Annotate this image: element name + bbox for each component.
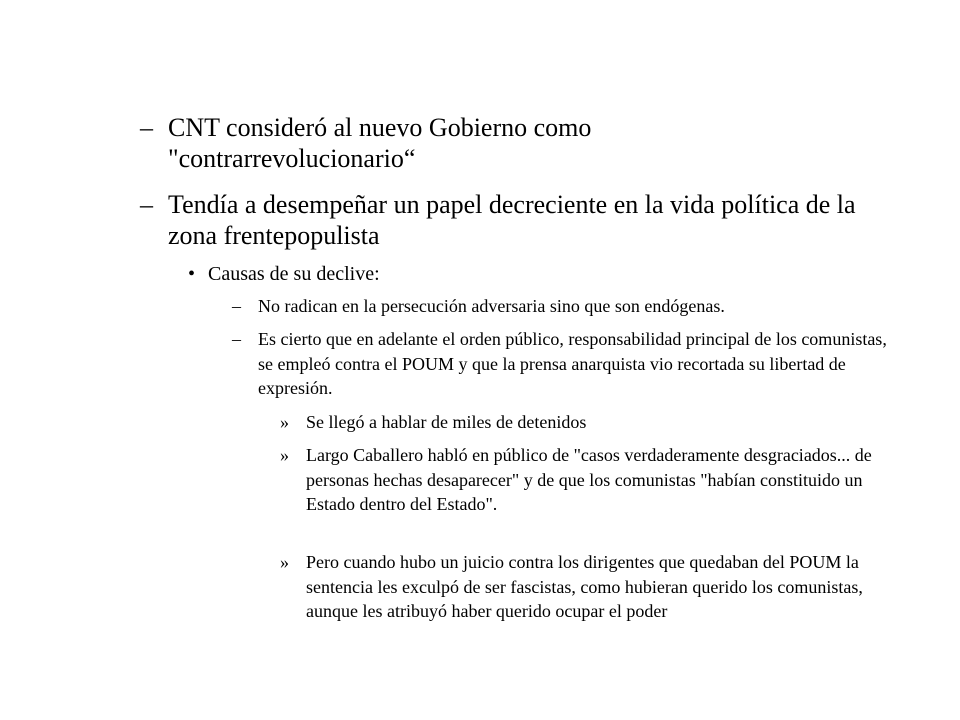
bullet-text: Causas de su declive: <box>208 263 380 285</box>
dash-bullet: – <box>232 329 241 349</box>
bullet-item-level2 <box>188 262 808 286</box>
dash-bullet: – <box>140 113 153 142</box>
bullet-text: Pero cuando hubo un juicio contra los dirigentes que quedaban del POUM la sentencia les exculpó de ser fascistas, como hubieran querido los comunistas, aunque les atribuyó haber querido ocupar el poder <box>306 552 863 621</box>
bullet-item-level3 <box>232 327 898 401</box>
bullet-text: Es cierto que en adelante el orden público, responsabilidad principal de los comunistas, se empleó contra el POUM y que la prensa anarquista vio recortada su libertad de expresión. <box>258 329 887 398</box>
bullet-item-level1 <box>140 189 888 251</box>
dash-bullet: – <box>232 296 241 316</box>
dot-bullet: • <box>188 263 196 285</box>
guillemet-bullet: » <box>280 445 289 465</box>
dash-bullet: – <box>140 190 153 219</box>
bullet-text: Tendía a desempeñar un papel decreciente en la vida política de la zona frentepopulista <box>168 190 856 250</box>
bullet-item-level4 <box>280 550 902 624</box>
bullet-item-level4 <box>280 410 906 435</box>
guillemet-bullet: » <box>280 552 289 572</box>
bullet-text: Largo Caballero habló en público de "casos verdaderamente desgraciados... de personas hechas desaparecer" y de que los comunistas "habían constituido un Estado dentro del Estado". <box>306 445 872 514</box>
bullet-item-level3 <box>232 294 908 319</box>
guillemet-bullet: » <box>280 412 289 432</box>
bullet-text: No radican en la persecución adversaria sino que son endógenas. <box>258 296 725 316</box>
bullet-item-level4 <box>280 443 900 517</box>
bullet-item-level1 <box>140 112 728 174</box>
bullet-text: Se llegó a hablar de miles de detenidos <box>306 412 587 432</box>
bullet-text: CNT consideró al nuevo Gobierno como "contrarrevolucionario“ <box>168 113 592 173</box>
